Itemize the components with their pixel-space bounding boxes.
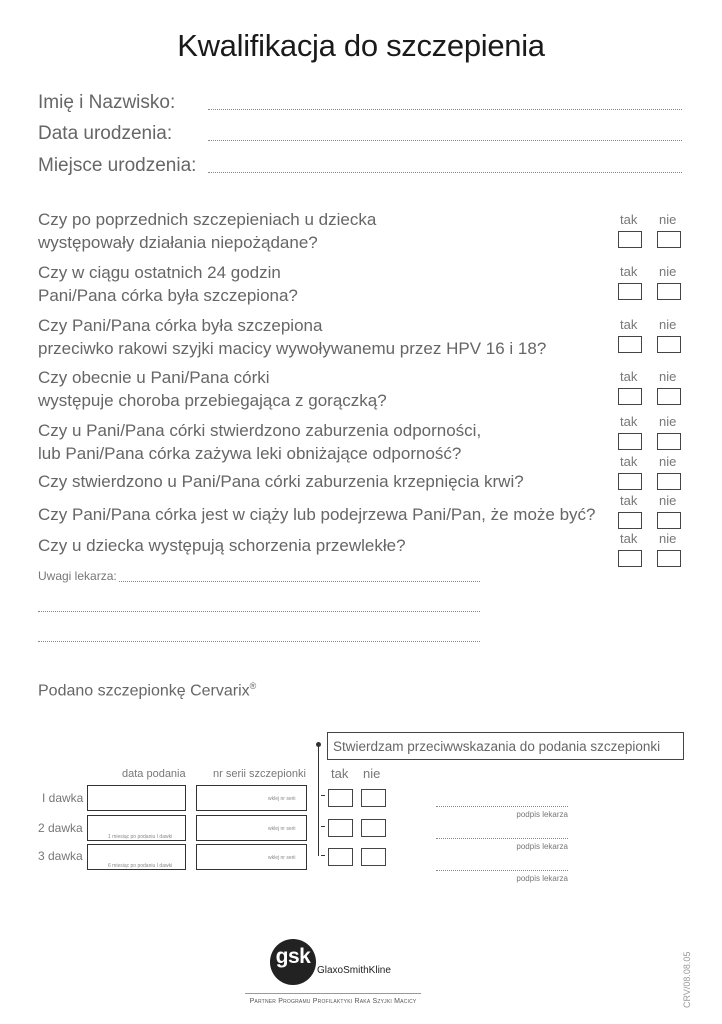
- partner-divider: [245, 993, 421, 994]
- signature-line-1[interactable]: [436, 806, 568, 807]
- question-1: Czy po poprzednich szczepieniach u dziecka występowały działania niepożądane?: [38, 210, 377, 252]
- yes-label-q3: tak: [620, 317, 638, 332]
- yes-label-q7: tak: [620, 493, 638, 508]
- question-6: Czy stwierdzono u Pani/Pana córki zaburzenia krzepnięcia krwi?: [38, 472, 524, 491]
- dose-2-yes-checkbox[interactable]: [328, 819, 353, 837]
- yes-checkbox-q5[interactable]: [618, 433, 642, 450]
- dose-1-label: I dawka: [42, 791, 84, 805]
- yes-checkbox-q2[interactable]: [618, 283, 642, 300]
- no-checkbox-q5[interactable]: [657, 433, 681, 450]
- question-3: Czy Pani/Pana córka była szczepiona przeciwko rakowi szyjki macicy wywoływanemu przez HPV 16 i 18?: [38, 316, 547, 358]
- birth-date-label: Data urodzenia:: [38, 123, 173, 144]
- no-label-q6: nie: [659, 454, 677, 469]
- doctor-notes-line-3[interactable]: [38, 641, 480, 642]
- dose-yes-label: tak: [331, 766, 349, 781]
- no-checkbox-q8[interactable]: [657, 550, 681, 567]
- dose-2-date-hint: 1 miesiąc po podaniu I dawki: [108, 834, 173, 840]
- bracket-dot-top: [316, 742, 321, 747]
- dose-2-serial-hint: wklej nr serii: [268, 826, 296, 832]
- yes-checkbox-q8[interactable]: [618, 550, 642, 567]
- yes-label-q6: tak: [620, 454, 638, 469]
- question-2: Czy w ciągu ostatnich 24 godzin Pani/Pana córka była szczepiona?: [38, 263, 298, 305]
- question-8: Czy u dziecka występują schorzenia przewlekłe?: [38, 536, 406, 555]
- dose-3-label: 3 dawka: [38, 849, 83, 863]
- question-5: Czy u Pani/Pana córki stwierdzono zaburzenia odporności, lub Pani/Pana córka zażywa leki obniżające odporność?: [38, 421, 482, 463]
- doctor-notes-line-2[interactable]: [38, 611, 480, 612]
- document-code: CRV/08.08.05: [682, 951, 692, 1008]
- page-title: Kwalifikacja do szczepienia: [177, 28, 545, 63]
- bracket-line: [318, 744, 319, 856]
- dose-2-label: 2 dawka: [38, 821, 83, 835]
- no-label-q8: nie: [659, 531, 677, 546]
- yes-label-q8: tak: [620, 531, 638, 546]
- registered-mark: ®: [249, 681, 257, 691]
- name-field-line[interactable]: [208, 109, 682, 110]
- dose-3-serial-hint: wklej nr serii: [268, 855, 296, 861]
- yes-label-q4: tak: [620, 369, 638, 384]
- yes-checkbox-q4[interactable]: [618, 388, 642, 405]
- bracket-tick-3: [321, 855, 325, 856]
- no-checkbox-q4[interactable]: [657, 388, 681, 405]
- dose-3-yes-checkbox[interactable]: [328, 848, 353, 866]
- signature-line-2[interactable]: [436, 838, 568, 839]
- signature-label-1: podpis lekarza: [516, 810, 568, 819]
- no-label-q4: nie: [659, 369, 677, 384]
- yes-checkbox-q3[interactable]: [618, 336, 642, 353]
- question-7: Czy Pani/Pana córka jest w ciąży lub podejrzewa Pani/Pan, że może być?: [38, 505, 596, 524]
- no-checkbox-q7[interactable]: [657, 512, 681, 529]
- no-checkbox-q1[interactable]: [657, 231, 681, 248]
- yes-label-q2: tak: [620, 264, 638, 279]
- bracket-tick-2: [321, 826, 325, 827]
- no-checkbox-q2[interactable]: [657, 283, 681, 300]
- dose-2-no-checkbox[interactable]: [361, 819, 386, 837]
- no-checkbox-q3[interactable]: [657, 336, 681, 353]
- signature-label-2: podpis lekarza: [516, 842, 568, 851]
- yes-checkbox-q7[interactable]: [618, 512, 642, 529]
- yes-checkbox-q1[interactable]: [618, 231, 642, 248]
- signature-label-3: podpis lekarza: [516, 874, 568, 883]
- doctor-notes-label: Uwagi lekarza:: [38, 569, 117, 583]
- yes-label-q1: tak: [620, 212, 638, 227]
- gsk-logo-name: GlaxoSmithKline: [317, 965, 391, 976]
- question-4: Czy obecnie u Pani/Pana córki występuje choroba przebiegająca z gorączką?: [38, 368, 387, 410]
- dose-1-serial-hint: wklej nr serii: [268, 796, 296, 802]
- no-label-q7: nie: [659, 493, 677, 508]
- birth-place-field-line[interactable]: [208, 172, 682, 173]
- dose-1-yes-checkbox[interactable]: [328, 789, 353, 807]
- bracket-tick-1: [321, 795, 325, 796]
- birth-place-label: Miejsce urodzenia:: [38, 155, 197, 176]
- partner-text: Partner Programu Profilaktyki Raka Szyjki Macicy: [249, 998, 417, 1005]
- name-label: Imię i Nazwisko:: [38, 92, 176, 113]
- vaccine-statement: Podano szczepionkę Cervarix®: [38, 681, 257, 700]
- serial-column-header: nr serii szczepionki: [213, 768, 306, 780]
- yes-checkbox-q6[interactable]: [618, 473, 642, 490]
- date-column-header: data podania: [122, 768, 186, 780]
- no-checkbox-q6[interactable]: [657, 473, 681, 490]
- no-label-q2: nie: [659, 264, 677, 279]
- contraindication-label: Stwierdzam przeciwwskazania do podania szczepionki: [333, 739, 661, 754]
- no-label-q5: nie: [659, 414, 677, 429]
- dose-3-no-checkbox[interactable]: [361, 848, 386, 866]
- yes-label-q5: tak: [620, 414, 638, 429]
- birth-date-field-line[interactable]: [208, 140, 682, 141]
- signature-line-3[interactable]: [436, 870, 568, 871]
- no-label-q1: nie: [659, 212, 677, 227]
- no-label-q3: nie: [659, 317, 677, 332]
- gsk-logo-mark: gsk: [275, 945, 311, 968]
- dose-no-label: nie: [363, 766, 381, 781]
- dose-1-no-checkbox[interactable]: [361, 789, 386, 807]
- dose-3-date-hint: 6 miesiąc po podaniu I dawki: [108, 863, 173, 869]
- dose-1-date-field[interactable]: [87, 785, 186, 811]
